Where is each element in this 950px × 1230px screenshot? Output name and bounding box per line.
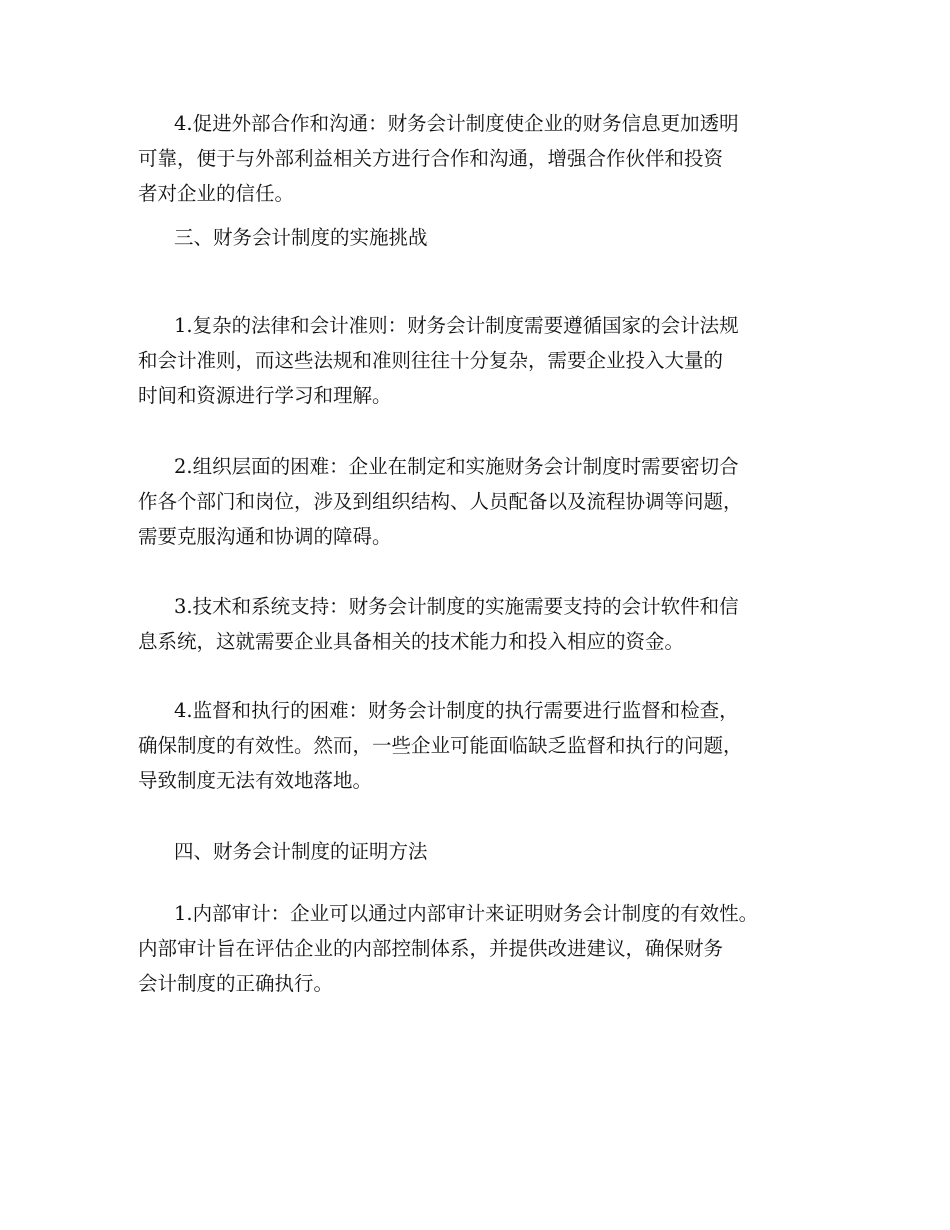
heading-text: 四、财务会计制度的证明方法: [174, 840, 428, 863]
text-line: 可靠，便于与外部利益相关方进行合作和沟通，增强合作伙伴和投资: [138, 147, 724, 170]
paragraph-internal-audit: [138, 896, 838, 1001]
text-line: 会计制度的正确执行。: [138, 972, 334, 995]
section-heading-proof-methods: [138, 834, 838, 869]
text-line: 4.促进外部合作和沟通：财务会计制度使企业的财务信息更加透明: [174, 112, 739, 135]
paragraph-technology: [138, 589, 838, 659]
text-line: 3.技术和系统支持：财务会计制度的实施需要支持的会计软件和信: [174, 595, 739, 618]
paragraph-external-cooperation: [138, 106, 838, 211]
text-line: 和会计准则，而这些法规和准则往往十分复杂，需要企业投入大量的: [138, 349, 724, 372]
text-line: 1.复杂的法律和会计准则：财务会计制度需要遵循国家的会计法规: [174, 314, 739, 337]
text-line: 息系统，这就需要企业具备相关的技术能力和投入相应的资金。: [138, 630, 685, 653]
paragraph-organization: [138, 449, 838, 554]
text-line: 时间和资源进行学习和理解。: [138, 384, 392, 407]
text-line: 作各个部门和岗位，涉及到组织结构、人员配备以及流程协调等问题，: [138, 490, 743, 513]
section-heading-implementation-challenges: [138, 220, 838, 255]
text-line: 导致制度无法有效地落地。: [138, 769, 373, 792]
text-line: 2.组织层面的困难：企业在制定和实施财务会计制度时需要密切合: [174, 455, 739, 478]
paragraph-legal-rules: [138, 308, 838, 413]
text-line: 确保制度的有效性。然而，一些企业可能面临缺乏监督和执行的问题，: [138, 734, 743, 757]
text-line: 内部审计旨在评估企业的内部控制体系，并提供改进建议，确保财务: [138, 937, 724, 960]
text-line: 者对企业的信任。: [138, 182, 295, 205]
text-line: 4.监督和执行的困难：财务会计制度的执行需要进行监督和检查，: [174, 699, 739, 722]
text-line: 需要克服沟通和协调的障碍。: [138, 525, 392, 548]
heading-text: 三、财务会计制度的实施挑战: [174, 226, 428, 249]
text-line: 1.内部审计：企业可以通过内部审计来证明财务会计制度的有效性。: [174, 902, 759, 925]
paragraph-supervision: [138, 693, 838, 798]
